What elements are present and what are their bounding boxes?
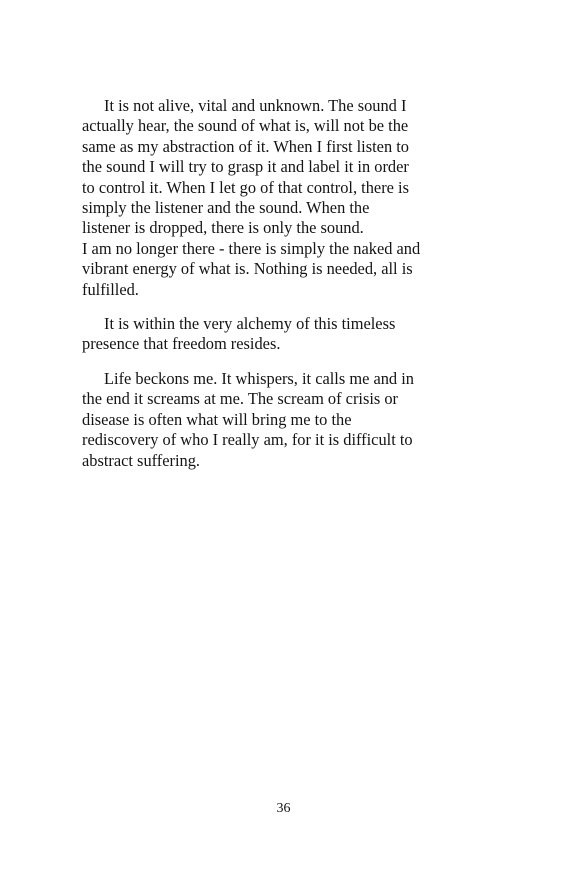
text-line: vibrant energy of what is. Nothing is needed, all is (82, 259, 413, 279)
text-line: disease is often what will bring me to the (82, 409, 352, 429)
paragraph-1 (82, 96, 482, 300)
paragraph-3 (82, 369, 482, 471)
text-line: It is within the very alchemy of this timeless (104, 314, 396, 334)
body-text (82, 96, 482, 485)
text-line: simply the listener and the sound. When the (82, 198, 370, 218)
text-line: the end it screams at me. The scream of crisis or (82, 389, 399, 409)
text-line: the sound I will try to grasp it and label it in order (82, 157, 409, 177)
text-line: abstract suffering. (82, 450, 201, 470)
paragraph-2 (82, 314, 482, 355)
text-line: I am no longer there - there is simply the naked and (82, 238, 421, 258)
text-line: same as my abstraction of it. When I first listen to (82, 136, 409, 156)
text-line: actually hear, the sound of what is, will not be the (82, 116, 409, 136)
text-line: listener is dropped, there is only the sound. (82, 218, 364, 238)
text-line: rediscovery of who I really am, for it is difficult to (82, 430, 413, 450)
text-line: Life beckons me. It whispers, it calls me and in (104, 368, 414, 388)
text-line: to control it. When I let go of that control, there is (82, 177, 409, 197)
text-line: It is not alive, vital and unknown. The sound I (104, 96, 407, 115)
page-number: 36 (276, 801, 291, 816)
text-line: fulfilled. (82, 279, 139, 299)
text-line: presence that freedom resides. (82, 334, 281, 354)
